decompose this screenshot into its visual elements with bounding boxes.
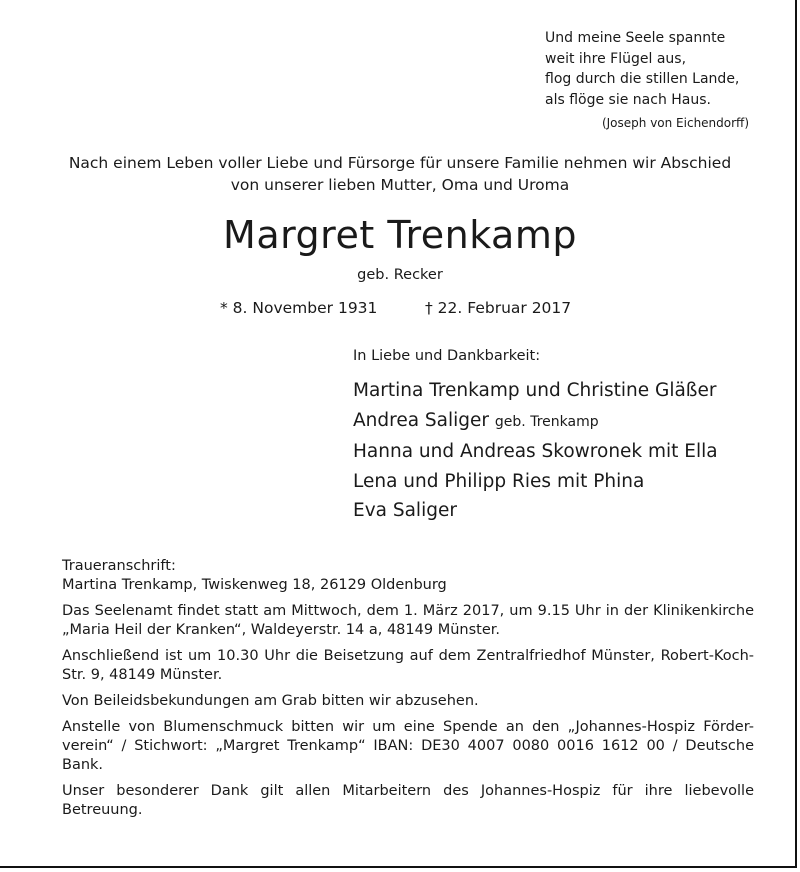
poem-line: als flöge sie nach Haus. [545, 91, 711, 108]
intro-line: Nach einem Leben voller Liebe und Fürsorge für unsere Familie nehmen wir Abschied [68, 154, 732, 172]
death-date: † 22. Februar 2017 [425, 299, 572, 317]
mourner-line: Martina Trenkamp und Christine Gläßer [353, 380, 717, 401]
requiem-text: Das Seelenamt findet statt am Mittwoch, dem 1. März 2017, um 9.15 Uhr in der Klinikenkirche „Maria Heil der Kranken“, Waldeyerstr. 14 a, 48149 Münster. [62, 603, 754, 638]
service-details [62, 557, 754, 827]
mourner-line: Hanna und Andreas Skowronek mit Ella [353, 441, 718, 462]
condolences-text: Von Beileidsbekundungen am Grab bitten wir abzusehen. [62, 693, 479, 709]
mourner-name: Andrea Saliger [353, 409, 490, 431]
intro-text [30, 152, 770, 196]
address-text: Martina Trenkamp, Twiskenweg 18, 26129 Oldenburg [62, 577, 447, 593]
poem-line: flog durch die stillen Lande, [545, 71, 740, 87]
mourner-line: Lena und Philipp Ries mit Phina [353, 470, 645, 492]
mourners-heading: In Liebe und Dankbarkeit: [353, 348, 541, 364]
intro-line: von unserer lieben Mutter, Oma und Uroma [230, 176, 570, 194]
poem-block [545, 28, 749, 134]
maiden-name: geb. Recker [357, 267, 443, 283]
mourners-list [353, 376, 718, 526]
burial-text: Anschließend ist um 10.30 Uhr die Beisetzung auf dem Zentralfriedhof Münster, Robert-Koch-Str. 9, 48149 Münster. [62, 648, 754, 683]
poem-line: weit ihre Flügel aus, [545, 50, 687, 67]
poem-attribution: (Joseph von Eichendorff) [601, 116, 749, 130]
deceased-name: Margret Trenkamp [223, 213, 577, 257]
birth-date: * 8. November 1931 [220, 299, 378, 317]
address-label: Traueranschrift: [62, 558, 176, 574]
mourner-line: Eva Saliger [353, 500, 457, 521]
donation-text: Anstelle von Blumenschmuck bitten wir um eine Spende an den „Johannes-Hospiz Förder-verein“ / Stichwort: „Margret Trenkamp“ IBAN: DE30 4007 0080 0016 1612 00 / Deutsche Bank. [62, 719, 754, 773]
poem-line: Und meine Seele spannte [545, 30, 726, 46]
thanks-text: Unser besonderer Dank gilt allen Mitarbeitern des Johannes-Hospiz für ihre liebevolle Betreuung. [62, 783, 754, 818]
mourner-maiden-note: geb. Trenkamp [494, 413, 599, 430]
mourner-line [353, 406, 718, 438]
